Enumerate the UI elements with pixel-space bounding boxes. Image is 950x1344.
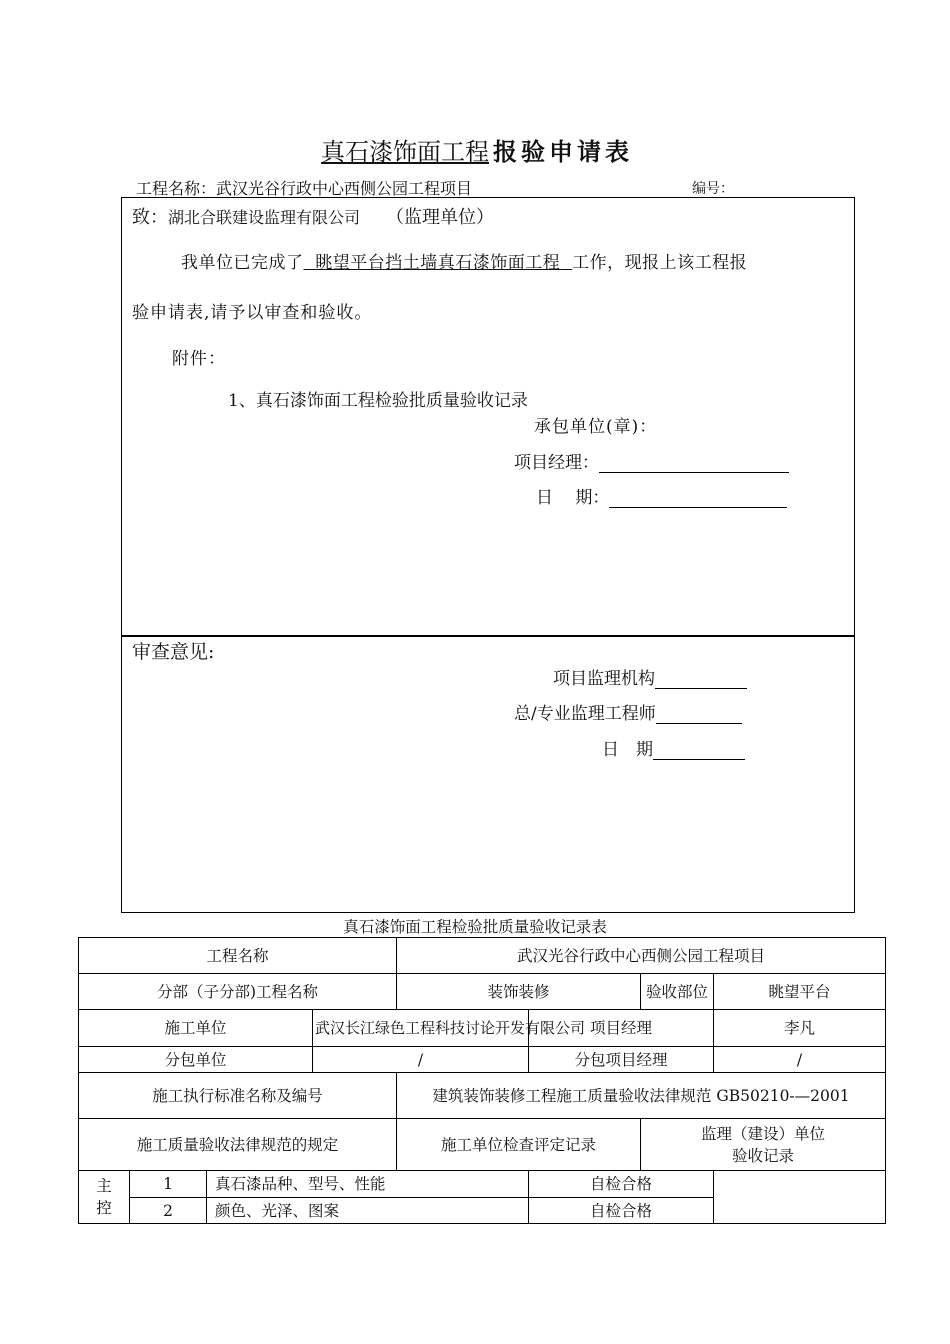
review-title: 审查意见: [132, 641, 215, 663]
attach-label: 附件： [172, 349, 226, 369]
project-name-cell: 武汉光谷行政中心西侧公园工程项目 [397, 938, 886, 974]
item-result-cell: 自检合格 [529, 1171, 714, 1198]
review-date-field[interactable] [653, 759, 745, 760]
date-signature-line [536, 483, 787, 508]
review-engineer-field[interactable] [656, 723, 742, 724]
location-cell: 眺望平台 [714, 974, 886, 1010]
review-org-label: 项目监理机构 [553, 669, 655, 689]
page-title [0, 132, 950, 167]
number-label: 编号： [692, 181, 734, 197]
to-prefix: 致： [132, 207, 168, 228]
item-spec-cell: 颜色、光泽、图案 [207, 1198, 529, 1224]
pm-label-cell: 项目经理 [529, 1010, 714, 1047]
main-control-cell [79, 1171, 130, 1224]
body-suffix: 工作，现报上该工程报 [572, 253, 748, 273]
review-org-line [553, 664, 747, 689]
to-org: 湖北合联建设监理有限公司 [168, 208, 361, 227]
table-row [79, 1010, 886, 1047]
review-engineer-label: 总/专业监理工程师 [514, 704, 656, 724]
item-no-cell: 1 [130, 1171, 207, 1198]
sub-pm-cell: / [714, 1047, 886, 1073]
contractor-seal: 承包单位(章)： [534, 417, 658, 437]
attach-item: 1、真石漆饰面工程检验批质量验收记录 [228, 391, 528, 411]
project-name: 武汉光谷行政中心西侧公园工程项目 [216, 179, 473, 198]
col-supervisor-header [641, 1119, 886, 1171]
project-name-label-cell: 工程名称 [79, 938, 397, 974]
division-cell: 装饰装修 [397, 974, 641, 1010]
item-no-cell: 2 [130, 1198, 207, 1224]
title-underlined: 真石漆饰面工程 [321, 138, 489, 166]
sub-cell: / [313, 1047, 529, 1073]
work-item: 眺望平台挡土墙真石漆饰面工程 [315, 253, 561, 273]
location-label-cell: 验收部位 [641, 974, 714, 1010]
standard-label-cell: 施工执行标准名称及编号 [79, 1073, 397, 1119]
addressee [132, 203, 494, 229]
body-line-2: 验申请表,请予以审查和验收。 [132, 303, 373, 323]
main-control-line2: 控 [96, 1199, 112, 1217]
col-supervisor-line1: 监理（建设）单位 [701, 1124, 826, 1143]
project-label: 工程名称： [136, 179, 217, 198]
body-prefix: 我单位已完成了 [181, 253, 304, 273]
sub-pm-label-cell: 分包项目经理 [529, 1047, 714, 1073]
review-engineer-line [514, 699, 742, 724]
item-result-cell: 自检合格 [529, 1198, 714, 1224]
table-row [79, 1119, 886, 1171]
contractor-label-cell: 施工单位 [79, 1010, 313, 1047]
supervisor-record-cell [714, 1171, 886, 1224]
table-row [79, 974, 886, 1010]
record-caption: 真石漆饰面工程检验批质量验收记录表 [343, 918, 607, 936]
standard-cell: 建筑装饰装修工程施工质量验收法律规范 GB50210-—2001 [397, 1073, 886, 1119]
date-label: 日 期： [536, 488, 610, 508]
table-row [79, 1047, 886, 1073]
item-spec-cell: 真石漆品种、型号、性能 [207, 1171, 529, 1198]
table-row [79, 1171, 886, 1198]
contractor-cell: 武汉长江绿色工程科技讨论开发有限公司 [313, 1010, 529, 1047]
to-suffix: （监理单位） [386, 207, 495, 228]
project-line [136, 176, 472, 199]
review-org-field[interactable] [655, 688, 747, 689]
table-row [79, 1073, 886, 1119]
division-label-cell: 分部（子分部)工程名称 [79, 974, 397, 1010]
sub-label-cell: 分包单位 [79, 1047, 313, 1073]
pm-signature-field[interactable] [599, 472, 789, 473]
col-spec-header: 施工质量验收法律规范的规定 [79, 1119, 397, 1171]
pm-cell: 李凡 [714, 1010, 886, 1047]
body-line-1 [181, 248, 747, 273]
title-bold: 报验申请表 [493, 138, 633, 166]
review-date-label: 日 期 [602, 740, 653, 760]
col-supervisor-line2: 验收记录 [732, 1146, 795, 1165]
pm-signature-line [514, 448, 789, 473]
table-row [79, 938, 886, 974]
main-control-line1: 主 [96, 1177, 112, 1195]
col-contractor-check-header: 施工单位检查评定记录 [397, 1119, 641, 1171]
review-date-line [602, 735, 745, 760]
record-table [78, 937, 886, 1224]
date-field[interactable] [609, 507, 787, 508]
pm-label: 项目经理： [514, 453, 599, 473]
